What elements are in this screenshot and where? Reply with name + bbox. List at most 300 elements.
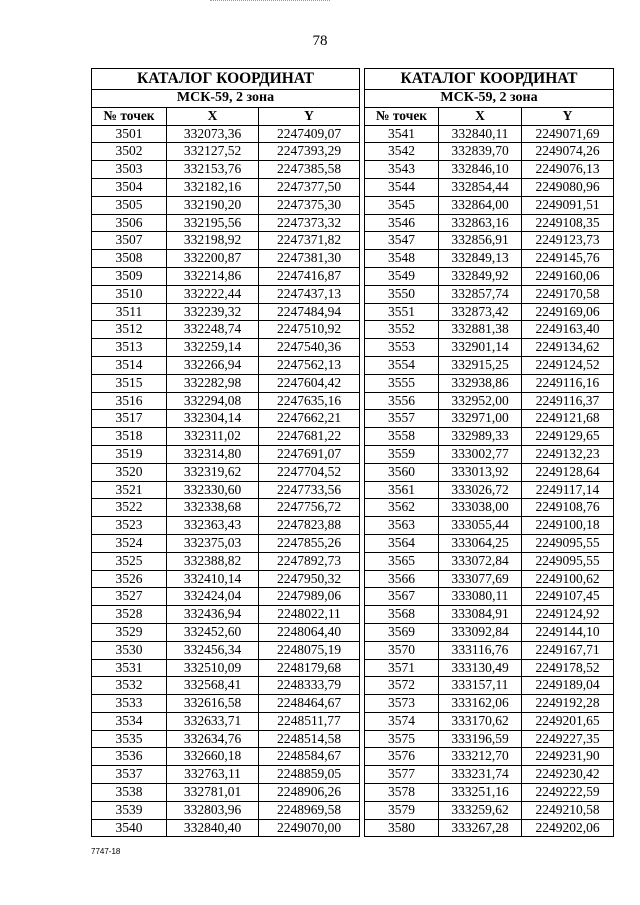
table-row [92,606,360,624]
x-coordinate-cell: 332436,94 [167,606,259,624]
document-code: 7747-18 [91,847,121,856]
x-coordinate-cell: 332633,71 [167,712,259,730]
table-row [365,285,614,303]
x-coordinate-cell: 333038,00 [439,499,522,517]
point-number-cell: 3539 [92,801,167,819]
y-coordinate-cell: 2249189,04 [522,677,614,695]
table-row [92,730,360,748]
y-coordinate-cell: 2249070,00 [259,819,360,837]
x-coordinate-cell: 332410,14 [167,570,259,588]
y-coordinate-cell: 2249167,71 [522,641,614,659]
point-number-cell: 3516 [92,392,167,410]
table-row [365,819,614,837]
table-row [92,534,360,552]
x-coordinate-cell: 332846,10 [439,161,522,179]
y-coordinate-cell: 2249116,16 [522,374,614,392]
y-coordinate-cell: 2249080,96 [522,178,614,196]
x-coordinate-cell: 333026,72 [439,481,522,499]
table-row [365,730,614,748]
x-coordinate-cell: 332915,25 [439,356,522,374]
y-coordinate-cell: 2247381,30 [259,250,360,268]
x-coordinate-cell: 333002,77 [439,445,522,463]
table-row [92,392,360,410]
x-coordinate-cell: 332781,01 [167,784,259,802]
point-number-cell: 3540 [92,819,167,837]
table-row [365,445,614,463]
table-row [365,623,614,641]
column-header-y: Y [259,107,360,125]
x-coordinate-cell: 332634,76 [167,730,259,748]
point-number-cell: 3528 [92,606,167,624]
table-row [92,428,360,446]
point-number-cell: 3532 [92,677,167,695]
x-coordinate-cell: 332198,92 [167,232,259,250]
point-number-cell: 3534 [92,712,167,730]
column-header-x: X [167,107,259,125]
y-coordinate-cell: 2249124,52 [522,356,614,374]
table-row [92,588,360,606]
coordinate-catalog-table-left [91,68,360,837]
x-coordinate-cell: 332330,60 [167,481,259,499]
y-coordinate-cell: 2249132,23 [522,445,614,463]
table-row [365,178,614,196]
table-row [92,214,360,232]
y-coordinate-cell: 2249071,69 [522,125,614,143]
table-row [92,196,360,214]
y-coordinate-cell: 2248179,68 [259,659,360,677]
y-coordinate-cell: 2249128,64 [522,463,614,481]
point-number-cell: 3521 [92,481,167,499]
catalog-subtitle: МСК-59, 2 зона [365,90,614,108]
x-coordinate-cell: 332127,52 [167,143,259,161]
y-coordinate-cell: 2248859,05 [259,766,360,784]
y-coordinate-cell: 2249107,45 [522,588,614,606]
x-coordinate-cell: 332952,00 [439,392,522,410]
x-coordinate-cell: 332200,87 [167,250,259,268]
y-coordinate-cell: 2247823,88 [259,517,360,535]
x-coordinate-cell: 332901,14 [439,339,522,357]
point-number-cell: 3508 [92,250,167,268]
y-coordinate-cell: 2247855,26 [259,534,360,552]
x-coordinate-cell: 333084,91 [439,606,522,624]
table-row [92,748,360,766]
x-coordinate-cell: 332363,43 [167,517,259,535]
y-coordinate-cell: 2247393,29 [259,143,360,161]
point-number-cell: 3512 [92,321,167,339]
column-header-y: Y [522,107,614,125]
x-coordinate-cell: 332182,16 [167,178,259,196]
table-row [92,285,360,303]
x-coordinate-cell: 333267,28 [439,819,522,837]
x-coordinate-cell: 332857,74 [439,285,522,303]
y-coordinate-cell: 2247662,21 [259,410,360,428]
y-coordinate-cell: 2247756,72 [259,499,360,517]
x-coordinate-cell: 332971,00 [439,410,522,428]
x-coordinate-cell: 332282,98 [167,374,259,392]
x-coordinate-cell: 332840,40 [167,819,259,837]
y-coordinate-cell: 2248969,58 [259,801,360,819]
x-coordinate-cell: 332849,13 [439,250,522,268]
table-row [365,517,614,535]
x-coordinate-cell: 332510,09 [167,659,259,677]
point-number-cell: 3560 [365,463,439,481]
table-row [92,356,360,374]
top-scan-mark [210,0,330,4]
y-coordinate-cell: 2249117,14 [522,481,614,499]
table-row [92,374,360,392]
point-number-cell: 3558 [365,428,439,446]
x-coordinate-cell: 332375,03 [167,534,259,552]
x-coordinate-cell: 332763,11 [167,766,259,784]
table-row [365,214,614,232]
point-number-cell: 3555 [365,374,439,392]
table-row [365,196,614,214]
x-coordinate-cell: 332214,86 [167,267,259,285]
table-row [365,267,614,285]
column-header-point-number: № точек [365,107,439,125]
y-coordinate-cell: 2249144,10 [522,623,614,641]
table-row [365,392,614,410]
x-coordinate-cell: 332849,92 [439,267,522,285]
page-number: 78 [312,33,328,49]
point-number-cell: 3513 [92,339,167,357]
point-number-cell: 3502 [92,143,167,161]
point-number-cell: 3557 [365,410,439,428]
x-coordinate-cell: 333013,92 [439,463,522,481]
catalog-title: КАТАЛОГ КООРДИНАТ [365,69,614,90]
y-coordinate-cell: 2249201,65 [522,712,614,730]
x-coordinate-cell: 332304,14 [167,410,259,428]
table-row [92,303,360,321]
point-number-cell: 3504 [92,178,167,196]
table-row [92,143,360,161]
x-coordinate-cell: 332840,11 [439,125,522,143]
y-coordinate-cell: 2249123,73 [522,232,614,250]
catalog-title: КАТАЛОГ КООРДИНАТ [92,69,360,90]
y-coordinate-cell: 2247604,42 [259,374,360,392]
x-coordinate-cell: 333212,70 [439,748,522,766]
x-coordinate-cell: 333157,11 [439,677,522,695]
point-number-cell: 3530 [92,641,167,659]
y-coordinate-cell: 2249091,51 [522,196,614,214]
x-coordinate-cell: 332266,94 [167,356,259,374]
table-row [365,801,614,819]
y-coordinate-cell: 2247375,30 [259,196,360,214]
x-coordinate-cell: 332388,82 [167,552,259,570]
point-number-cell: 3522 [92,499,167,517]
x-coordinate-cell: 332195,56 [167,214,259,232]
table-row [92,801,360,819]
table-row [365,250,614,268]
x-coordinate-cell: 332239,32 [167,303,259,321]
x-coordinate-cell: 332873,42 [439,303,522,321]
y-coordinate-cell: 2247437,13 [259,285,360,303]
table-row [365,552,614,570]
table-row [92,161,360,179]
table-row [92,819,360,837]
point-number-cell: 3548 [365,250,439,268]
table-row [365,784,614,802]
y-coordinate-cell: 2248333,79 [259,677,360,695]
x-coordinate-cell: 332248,74 [167,321,259,339]
point-number-cell: 3576 [365,748,439,766]
table-row [365,232,614,250]
point-number-cell: 3506 [92,214,167,232]
table-row [92,712,360,730]
y-coordinate-cell: 2249227,35 [522,730,614,748]
table-row [92,641,360,659]
y-coordinate-cell: 2247704,52 [259,463,360,481]
x-coordinate-cell: 333072,84 [439,552,522,570]
x-coordinate-cell: 332616,58 [167,695,259,713]
catalog-subtitle: МСК-59, 2 зона [92,90,360,108]
point-number-cell: 3519 [92,445,167,463]
x-coordinate-cell: 332319,62 [167,463,259,481]
y-coordinate-cell: 2247510,92 [259,321,360,339]
table-row [365,125,614,143]
point-number-cell: 3564 [365,534,439,552]
table-row [365,748,614,766]
x-coordinate-cell: 333259,62 [439,801,522,819]
point-number-cell: 3544 [365,178,439,196]
point-number-cell: 3542 [365,143,439,161]
point-number-cell: 3505 [92,196,167,214]
x-coordinate-cell: 332073,36 [167,125,259,143]
point-number-cell: 3577 [365,766,439,784]
y-coordinate-cell: 2249230,42 [522,766,614,784]
table-row [92,499,360,517]
point-number-cell: 3563 [365,517,439,535]
point-number-cell: 3551 [365,303,439,321]
y-coordinate-cell: 2247385,58 [259,161,360,179]
y-coordinate-cell: 2249169,06 [522,303,614,321]
table-row [365,588,614,606]
y-coordinate-cell: 2249100,18 [522,517,614,535]
y-coordinate-cell: 2247373,32 [259,214,360,232]
table-row [365,481,614,499]
x-coordinate-cell: 333116,76 [439,641,522,659]
x-coordinate-cell: 333077,69 [439,570,522,588]
point-number-cell: 3526 [92,570,167,588]
y-coordinate-cell: 2247371,82 [259,232,360,250]
point-number-cell: 3546 [365,214,439,232]
column-header-x: X [439,107,522,125]
y-coordinate-cell: 2249202,06 [522,819,614,837]
point-number-cell: 3567 [365,588,439,606]
y-coordinate-cell: 2249076,13 [522,161,614,179]
point-number-cell: 3553 [365,339,439,357]
x-coordinate-cell: 333162,06 [439,695,522,713]
point-number-cell: 3511 [92,303,167,321]
x-coordinate-cell: 332153,76 [167,161,259,179]
y-coordinate-cell: 2249210,58 [522,801,614,819]
table-row [365,374,614,392]
table-row [92,570,360,588]
table-row [365,534,614,552]
point-number-cell: 3536 [92,748,167,766]
y-coordinate-cell: 2249108,76 [522,499,614,517]
x-coordinate-cell: 332660,18 [167,748,259,766]
point-number-cell: 3503 [92,161,167,179]
point-number-cell: 3509 [92,267,167,285]
table-row [92,784,360,802]
y-coordinate-cell: 2248906,26 [259,784,360,802]
point-number-cell: 3561 [365,481,439,499]
y-coordinate-cell: 2248022,11 [259,606,360,624]
y-coordinate-cell: 2249095,55 [522,552,614,570]
table-row [365,499,614,517]
y-coordinate-cell: 2248584,67 [259,748,360,766]
y-coordinate-cell: 2249163,40 [522,321,614,339]
y-coordinate-cell: 2249134,62 [522,339,614,357]
y-coordinate-cell: 2247989,06 [259,588,360,606]
table-row [92,321,360,339]
x-coordinate-cell: 333064,25 [439,534,522,552]
y-coordinate-cell: 2247635,16 [259,392,360,410]
table-row [365,321,614,339]
x-coordinate-cell: 332881,38 [439,321,522,339]
point-number-cell: 3574 [365,712,439,730]
x-coordinate-cell: 332294,08 [167,392,259,410]
y-coordinate-cell: 2248514,58 [259,730,360,748]
y-coordinate-cell: 2248064,40 [259,623,360,641]
point-number-cell: 3549 [365,267,439,285]
x-coordinate-cell: 332989,33 [439,428,522,446]
point-number-cell: 3524 [92,534,167,552]
point-number-cell: 3515 [92,374,167,392]
point-number-cell: 3541 [365,125,439,143]
point-number-cell: 3565 [365,552,439,570]
point-number-cell: 3570 [365,641,439,659]
y-coordinate-cell: 2249108,35 [522,214,614,232]
x-coordinate-cell: 332452,60 [167,623,259,641]
y-coordinate-cell: 2249222,59 [522,784,614,802]
x-coordinate-cell: 333170,62 [439,712,522,730]
y-coordinate-cell: 2249160,06 [522,267,614,285]
point-number-cell: 3538 [92,784,167,802]
y-coordinate-cell: 2248464,67 [259,695,360,713]
point-number-cell: 3571 [365,659,439,677]
x-coordinate-cell: 332424,04 [167,588,259,606]
y-coordinate-cell: 2247540,36 [259,339,360,357]
y-coordinate-cell: 2247416,87 [259,267,360,285]
y-coordinate-cell: 2247681,22 [259,428,360,446]
x-coordinate-cell: 332259,14 [167,339,259,357]
y-coordinate-cell: 2247733,56 [259,481,360,499]
x-coordinate-cell: 332190,20 [167,196,259,214]
y-coordinate-cell: 2249121,68 [522,410,614,428]
point-number-cell: 3568 [365,606,439,624]
table-row [365,641,614,659]
y-coordinate-cell: 2247691,07 [259,445,360,463]
x-coordinate-cell: 333251,16 [439,784,522,802]
table-row [365,659,614,677]
table-row [92,250,360,268]
point-number-cell: 3514 [92,356,167,374]
table-row [92,766,360,784]
point-number-cell: 3547 [365,232,439,250]
x-coordinate-cell: 332568,41 [167,677,259,695]
point-number-cell: 3510 [92,285,167,303]
table-row [365,606,614,624]
y-coordinate-cell: 2249116,37 [522,392,614,410]
y-coordinate-cell: 2247950,32 [259,570,360,588]
point-number-cell: 3566 [365,570,439,588]
point-number-cell: 3531 [92,659,167,677]
point-number-cell: 3550 [365,285,439,303]
table-row [365,677,614,695]
table-row [92,267,360,285]
table-row [365,339,614,357]
x-coordinate-cell: 332222,44 [167,285,259,303]
y-coordinate-cell: 2248075,19 [259,641,360,659]
x-coordinate-cell: 332856,91 [439,232,522,250]
point-number-cell: 3520 [92,463,167,481]
table-row [92,125,360,143]
table-row [365,766,614,784]
point-number-cell: 3517 [92,410,167,428]
point-number-cell: 3580 [365,819,439,837]
point-number-cell: 3559 [365,445,439,463]
x-coordinate-cell: 332839,70 [439,143,522,161]
table-row [365,570,614,588]
y-coordinate-cell: 2249095,55 [522,534,614,552]
x-coordinate-cell: 333130,49 [439,659,522,677]
point-number-cell: 3554 [365,356,439,374]
y-coordinate-cell: 2249100,62 [522,570,614,588]
point-number-cell: 3535 [92,730,167,748]
point-number-cell: 3545 [365,196,439,214]
y-coordinate-cell: 2247377,50 [259,178,360,196]
table-row [92,445,360,463]
x-coordinate-cell: 332311,02 [167,428,259,446]
x-coordinate-cell: 332456,34 [167,641,259,659]
point-number-cell: 3578 [365,784,439,802]
table-row [92,178,360,196]
x-coordinate-cell: 332864,00 [439,196,522,214]
y-coordinate-cell: 2249129,65 [522,428,614,446]
y-coordinate-cell: 2249074,26 [522,143,614,161]
y-coordinate-cell: 2249178,52 [522,659,614,677]
x-coordinate-cell: 333080,11 [439,588,522,606]
x-coordinate-cell: 332938,86 [439,374,522,392]
table-row [92,659,360,677]
x-coordinate-cell: 332338,68 [167,499,259,517]
x-coordinate-cell: 333231,74 [439,766,522,784]
column-header-point-number: № точек [92,107,167,125]
point-number-cell: 3556 [365,392,439,410]
x-coordinate-cell: 333055,44 [439,517,522,535]
table-row [365,356,614,374]
table-row [92,623,360,641]
y-coordinate-cell: 2247409,07 [259,125,360,143]
point-number-cell: 3562 [365,499,439,517]
coordinate-catalog-table-right [364,68,614,837]
y-coordinate-cell: 2249145,76 [522,250,614,268]
table-row [365,695,614,713]
x-coordinate-cell: 332314,80 [167,445,259,463]
point-number-cell: 3533 [92,695,167,713]
table-row [92,552,360,570]
table-row [365,463,614,481]
table-row [92,695,360,713]
y-coordinate-cell: 2249231,90 [522,748,614,766]
x-coordinate-cell: 333092,84 [439,623,522,641]
y-coordinate-cell: 2247562,13 [259,356,360,374]
table-row [365,303,614,321]
point-number-cell: 3573 [365,695,439,713]
x-coordinate-cell: 332854,44 [439,178,522,196]
